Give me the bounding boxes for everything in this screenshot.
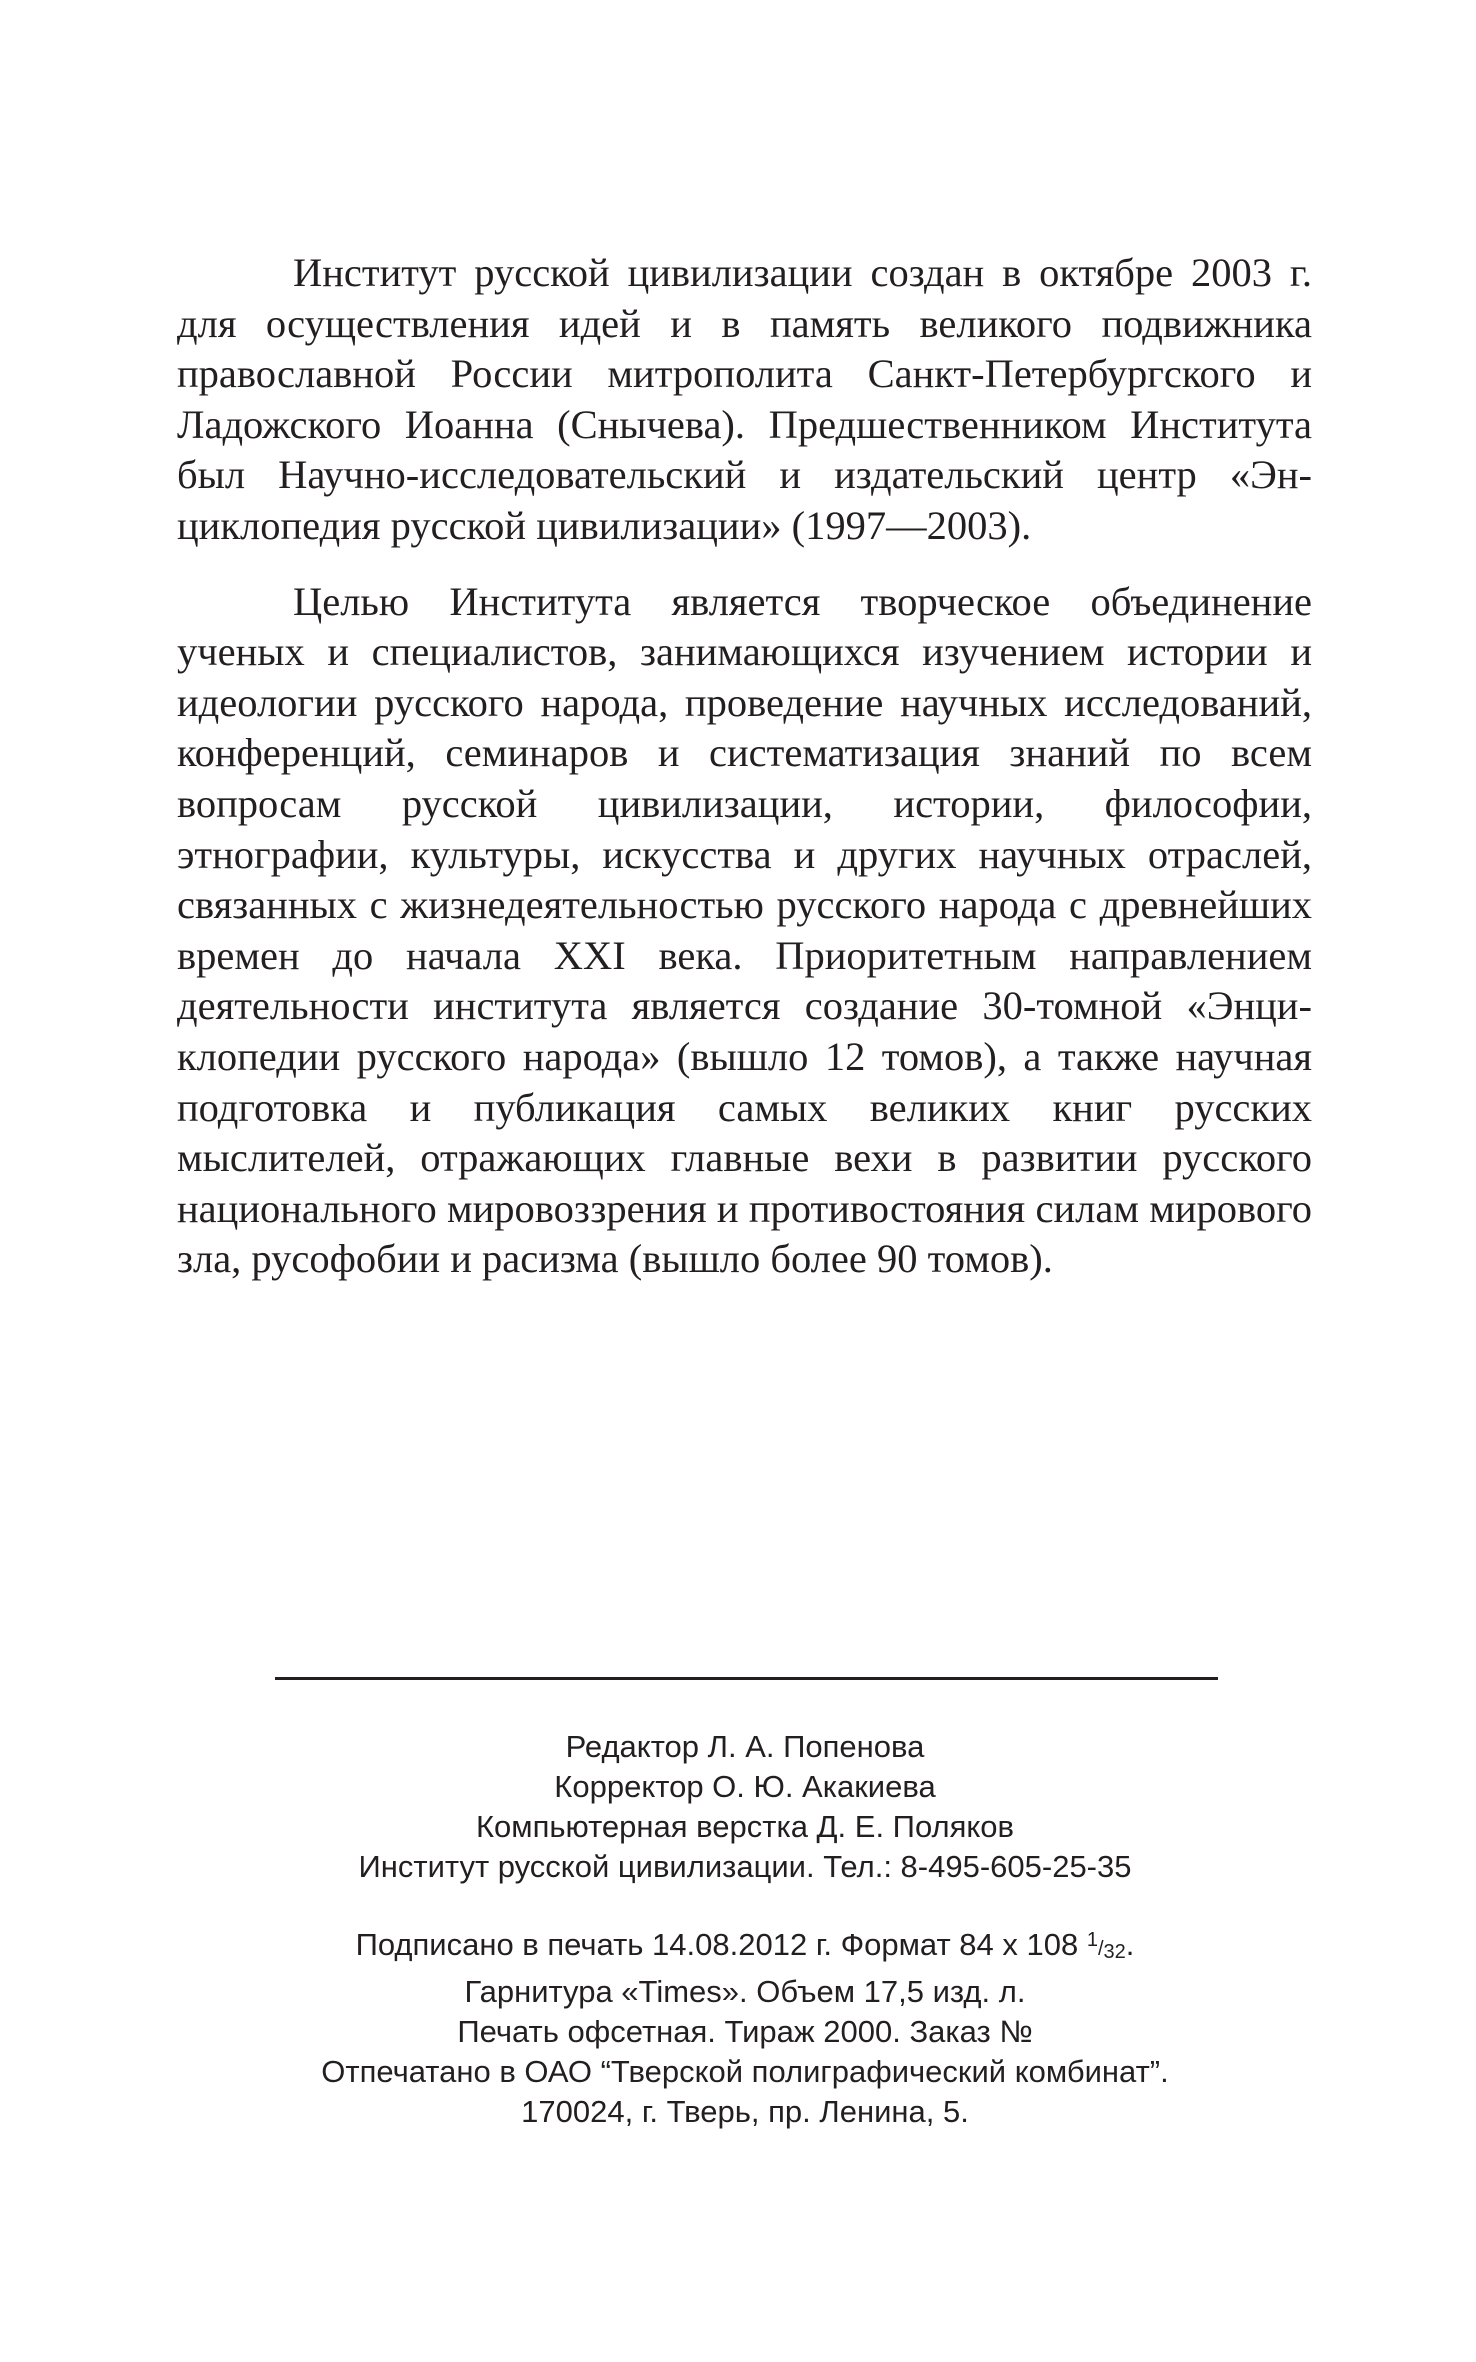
proofreader-line: Корректор О. Ю. Акакиева	[554, 1769, 936, 1804]
format-suffix: .	[1125, 1927, 1135, 1962]
address-line: 170024, г. Тверь, пр. Ленина, 5.	[521, 2094, 969, 2129]
main-text	[177, 248, 1312, 1285]
format-fraction	[1086, 1929, 1126, 1963]
signed-date-text: Подписано в печать 14.08.2012 г. Формат 84 х 108	[355, 1927, 1087, 1962]
paragraph-institute-goals: Целью Института является творческое объединение ученых и специалистов, занимающихся изучением истории и идеологии русского народа, проведение научных исследований, конференций, семинаров и систематизация знаний по всем вопросам русской цивилизации, истории, философии, этнографии, культуры, искусства и других научных отраслей, связанных с жизнедеятельностью русского народа с древнейших времен до начала XXI века. Приоритетным направлением деятельности института является создание 30-томной «Энциклопедии русского народа» (вышло 12 томов), а также научная подготовка и публикация самых великих книг русских мыслителей, отражающих главные вехи в развитии русского национального мировоззрения и противостояния силам мирового зла, русофобии и расизма (вышло более 90 томов).	[177, 578, 1312, 1282]
print-run-line: Печать офсетная. Тираж 2000. Заказ №	[457, 2014, 1033, 2049]
signed-format-line	[200, 1920, 1290, 1972]
fraction-separator: /	[1097, 1938, 1104, 1960]
credits-block	[200, 1727, 1290, 1887]
divider-rule	[275, 1677, 1218, 1680]
layout-line: Компьютерная верстка Д. Е. Поляков	[475, 1809, 1015, 1844]
print-info-block	[200, 1920, 1290, 2132]
fraction-denominator: 32	[1103, 1941, 1126, 1963]
paragraph-institute-history: Институт русской цивилизации создан в октябре 2003 г. для осуществления идей и в память великого подвижника православной России митрополита Санкт-Петербургского и Ладожского Иоанна (Снычева). Предшественником Института был Научно-исследовательский и издательский центр «Энциклопедия русской цивилизации» (1997—2003).	[177, 250, 1312, 548]
institute-phone-line: Институт русской цивилизации. Тел.: 8-495-605-25-35	[358, 1849, 1132, 1884]
typeface-line: Гарнитура «Times». Объем 17,5 изд. л.	[464, 1974, 1026, 2009]
editor-line: Редактор Л. А. Попенова	[565, 1729, 925, 1764]
fraction-numerator: 1	[1086, 1929, 1098, 1951]
printer-line: Отпечатано в ОАО “Тверской полиграфический комбинат”.	[321, 2054, 1169, 2089]
